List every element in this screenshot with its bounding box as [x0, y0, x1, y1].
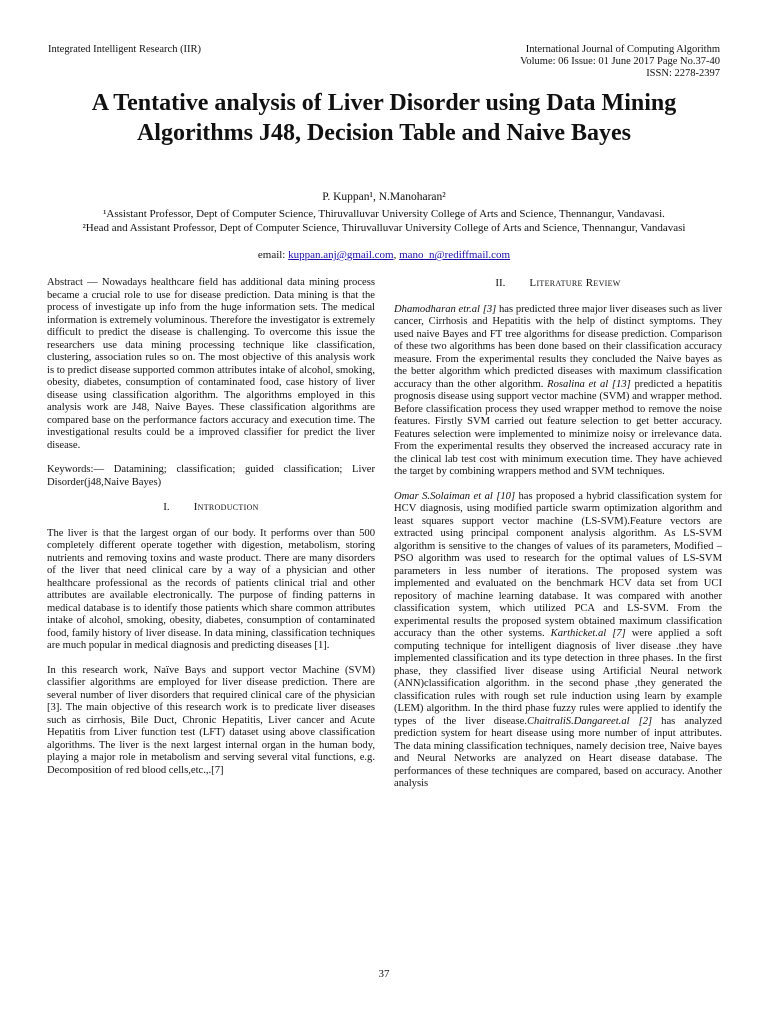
section-heading-introduction	[47, 501, 375, 514]
affiliation-2: ²Head and Assistant Professor, Dept of Computer Science, Thiruvalluvar University College of Arts and Science, Thennangur, Vandavasi	[82, 222, 686, 234]
review-text: were applied a soft computing technique for intelligent diagnosis of liver disease .they have implemented classification and its type detection in three phases. In the first phase, they classified liver disease using Artificial Neural network (ANN)classification algorithm. in the second phase ,they generated the classification rules with rough set rule induction using learn by example (LEM) algorithm. In the third phase fuzzy rules were applied to identify the types of the liver disease.	[394, 628, 722, 727]
left-column	[47, 277, 375, 789]
intro-paragraph-1: The liver is that the largest organ of our body. It performs over than 500 completely different operate together with digestion, metabolism, storing nutrients and removing toxins and waste product. There are many disorders of the liver that need clinical care by a way of a physician and other healthcare professional as the records of patients clinical trial and other attributes are available electronically. The purpose of finding patterns in medical database is to identify those patients which share common attributes intake of alcohol, smoking, obesity, diabetes, consumption of contaminated food, family history of liver disease. In data mining, classification techniques are much popular in medical diagnosis and predicting diseases [1].	[47, 527, 375, 651]
citation: Karthicket.al [7]	[550, 628, 626, 639]
review-paragraph-1	[394, 304, 722, 479]
affiliation-1: ¹Assistant Professor, Dept of Computer Science, Thiruvalluvar University College of Arts and Science, Thennangur, Vandavasi.	[103, 208, 665, 220]
review-text: has predicted three major liver diseases such as liver cancer, Cirrhosis and Hepatitis with the help of distinct symptoms. They used naive Bayes and FT tree algorithms for disease prediction. Comparison of these two algorithms has been done based on their classification accuracy measure. From the experimental results they concluded the Naive bayes as the better algorithm which predicted diseases with maximum classification accuracy than the other algorithm.	[394, 303, 722, 390]
page-number: 37	[378, 968, 390, 980]
section-title: Literature Review	[529, 277, 621, 289]
email-link-2[interactable]: mano_n@rediffmail.com	[399, 249, 511, 261]
volume-info: Volume: 06 Issue: 01 June 2017 Page No.37-40	[520, 56, 720, 67]
issn: ISSN: 2278-2397	[646, 68, 720, 79]
journal-right-header	[390, 44, 720, 80]
keywords: Keywords:— Datamining; classification; guided classification; Liver Disorder(j48,Naive Bayes)	[47, 464, 375, 488]
email-separator: ,	[393, 249, 400, 261]
review-text: predicted a hepatitis prognosis disease using support vector machine (SVM) and wrapper method. Before classification process they used wrapper method to remove the noise features. Firstly SVM carried out feature selection to get better accuracy. Features selection were implemented to minimize noisy or irrelevance data. From the experimental results they observed the increased accuracy rate in the clinical lab test cost with minimum execution time. They have achieved the target by combining wrappers method and SVM techniques.	[394, 378, 722, 477]
email-link-1[interactable]: kuppan.anj@gmail.com	[288, 249, 394, 261]
abstract: Abstract — Nowadays healthcare field has additional data mining process became a crucial role to use for disease prediction. Data mining is that the process of investigate up info from the huge information sets. The medical information is extremely voluminous. Therefore the investigator is extremely difficult to predict the disease is challenging. To overcome this issue the researchers use data mining processing technique like classification, clustering, association rules so on. The most objective of this analysis work is to predict disease supported common attributes intake of alcohol, smoking, obesity, diabetes, consumption of contaminated food, case history of liver disease using classification algorithm. The algorithms employed in this analysis work are J48, Naive Bayes. These classification algorithms are compared base on the performance factors accuracy and execution time. The investigational results could be a improved classifier for predict the liver disease.	[47, 277, 375, 451]
section-heading-literature-review	[394, 277, 722, 290]
review-text: has proposed a hybrid classification system for HCV diagnosis, using modified particle swarm optimization algorithm and least squares support vector machine (LS-SVM).Feature vectors are extracted using principal component analysis algorithm. As LS-SVM algorithm is sensitive to the changes of values of its parameters, Modified –PSO algorithm was used to research for the optimal values of LS-SVM parameters in less number of iterations. The proposed system was implemented and evaluated on the benchmark HCV data set from UCI repository of machine learning database. It was compared with another classification system, which utilized PCA and LS-SVM. From the experimental results the proposed system obtained maximum classification accuracy than the other systems.	[394, 490, 723, 639]
paper-title: A Tentative analysis of Liver Disorder using Data Mining Algorithms J48, Decision Table and Naive Bayes	[91, 90, 677, 146]
section-number: I.	[163, 501, 170, 513]
review-paragraph-2	[394, 491, 722, 791]
intro-paragraph-2: In this research work, Naïve Bays and support vector Machine (SVM) classifier algorithms are employed for liver disease prediction. There are several number of liver disorders that required clinical care of the physician [3]. The main objective of this research work is to predicate liver diseases such as cirrhosis, Bile Duct, Chronic Hepatitis, Liver cancer and Acute Hepatitis from Liver function test (LFT) dataset using above classification algorithms. The liver is the next largest internal organ in the human body, playing a major role in metabolism and serving several vital functions, e.g. Decomposition of red blood cells,etc.,.[7]	[47, 664, 375, 776]
right-column	[394, 277, 722, 803]
email-line	[40, 249, 728, 261]
citation: Omar S.Solaiman et al [10]	[394, 490, 516, 502]
affiliations	[40, 207, 728, 235]
authors: P. Kuppan¹, N.Manoharan²	[322, 191, 446, 203]
review-text: has analyzed prediction system for heart disease using more number of input attributes. The data mining classification techniques, namely decision tree, Naive bayes and Neural Networks are analyzed on Heart disease database. The performances of these techniques are compared, based on accuracy. Another analysis	[394, 715, 722, 789]
section-number: II.	[495, 277, 506, 289]
citation: ChaitraliS.Dangareet.al [2]	[526, 715, 653, 727]
journal-name: International Journal of Computing Algorithm	[525, 44, 720, 55]
citation: Dhamodharan etr.al [3]	[394, 303, 497, 315]
email-label: email:	[257, 249, 289, 261]
journal-left-header: Integrated Intelligent Research (IIR)	[48, 44, 202, 55]
section-title: Introduction	[193, 501, 259, 513]
citation: Rosalina et al [13]	[547, 378, 631, 390]
